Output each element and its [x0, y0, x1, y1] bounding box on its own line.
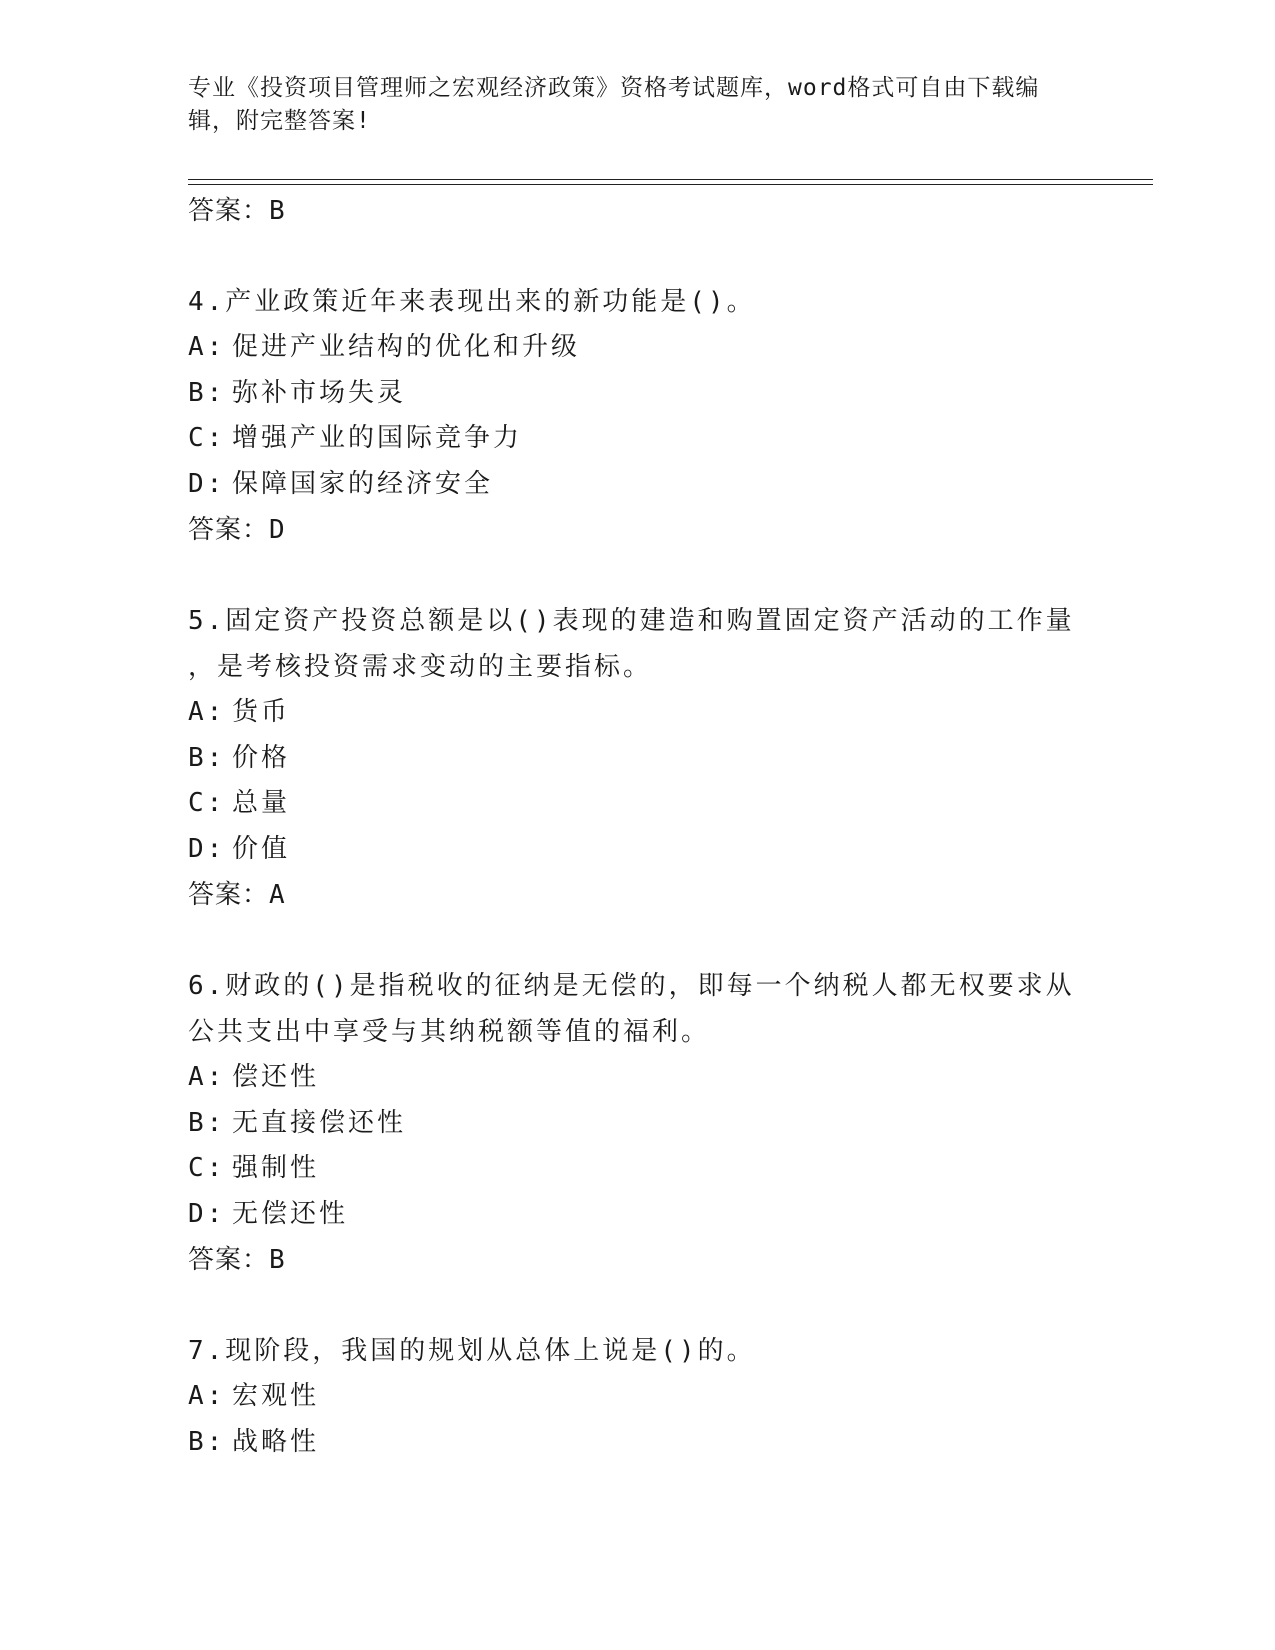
option-letter: D:: [188, 468, 226, 499]
option-item: [188, 1101, 1088, 1147]
option-text: 促进产业结构的优化和升级: [232, 332, 581, 362]
option-letter: B:: [188, 1426, 226, 1457]
question-stem-line: 5.固定资产投资总额是以()表现的建造和购置固定资产活动的工作量: [188, 606, 1075, 636]
option-letter: B:: [188, 742, 226, 773]
option-letter: C:: [188, 1153, 226, 1183]
option-item: [188, 462, 1088, 508]
option-item: [188, 1146, 1088, 1192]
option-item: [188, 416, 1088, 462]
question-stem-line: ，是考核投资需求变动的主要指标。: [188, 652, 653, 682]
answer-value: B: [269, 196, 286, 226]
answer-line: [188, 188, 1088, 234]
option-item: [188, 827, 1088, 873]
answer-value: D: [269, 515, 286, 545]
header-divider-bottom: [188, 184, 1153, 185]
option-letter: B:: [188, 377, 226, 408]
question-stem-line: 公共支出中享受与其纳税额等值的福利。: [188, 1017, 711, 1047]
document-intro: 专业《投资项目管理师之宏观经济政策》资格考试题库，word格式可自由下载编辑，附完整答案!: [188, 75, 1040, 134]
option-item: [188, 1420, 1088, 1466]
option-text: 宏观性: [232, 1381, 320, 1411]
answer-value: A: [269, 880, 286, 910]
option-text: 无偿还性: [232, 1198, 349, 1229]
option-item: [188, 325, 1088, 371]
option-text: 无直接偿还性: [232, 1107, 407, 1138]
answer-line: [188, 872, 1088, 918]
option-item: [188, 736, 1088, 782]
option-item: [188, 1374, 1088, 1420]
option-text: 价格: [232, 742, 291, 773]
option-item: [188, 781, 1088, 827]
answer-label: 答案：: [188, 196, 270, 226]
question-stem-line: 7.现阶段，我国的规划从总体上说是()的。: [188, 1336, 756, 1366]
question-list: [188, 188, 1088, 1465]
option-item: [188, 1055, 1088, 1101]
answer-label: 答案：: [188, 1245, 270, 1275]
option-letter: B:: [188, 1107, 226, 1138]
question-block: [188, 279, 1088, 553]
answer-value: B: [269, 1245, 286, 1275]
option-letter: D:: [188, 833, 226, 864]
question-block: [188, 1328, 1088, 1465]
option-letter: A:: [188, 332, 226, 362]
option-text: 总量: [232, 788, 291, 818]
option-letter: A:: [188, 697, 226, 727]
option-item: [188, 1192, 1088, 1238]
question-block: [188, 598, 1088, 918]
answer-label: 答案：: [188, 515, 270, 545]
option-text: 货币: [232, 697, 291, 727]
option-text: 战略性: [232, 1426, 320, 1457]
question-stem-line: 4.产业政策近年来表现出来的新功能是()。: [188, 287, 756, 317]
question-block: [188, 963, 1088, 1283]
option-text: 价值: [232, 833, 291, 864]
option-letter: A:: [188, 1062, 226, 1092]
header-divider-top: [188, 179, 1153, 180]
option-text: 弥补市场失灵: [232, 377, 407, 408]
option-text: 增强产业的国际竞争力: [232, 423, 523, 453]
option-item: [188, 690, 1088, 736]
answer-line: [188, 507, 1088, 553]
option-letter: D:: [188, 1198, 226, 1229]
option-item: [188, 371, 1088, 417]
option-letter: C:: [188, 788, 226, 818]
question-stem-line: 6.财政的()是指税收的征纳是无偿的，即每一个纳税人都无权要求从: [188, 971, 1075, 1001]
option-text: 强制性: [232, 1153, 320, 1183]
option-letter: C:: [188, 423, 226, 453]
answer-label: 答案：: [188, 880, 270, 910]
option-text: 偿还性: [232, 1062, 320, 1092]
option-text: 保障国家的经济安全: [232, 468, 494, 499]
answer-line: [188, 1237, 1088, 1283]
option-letter: A:: [188, 1381, 226, 1411]
